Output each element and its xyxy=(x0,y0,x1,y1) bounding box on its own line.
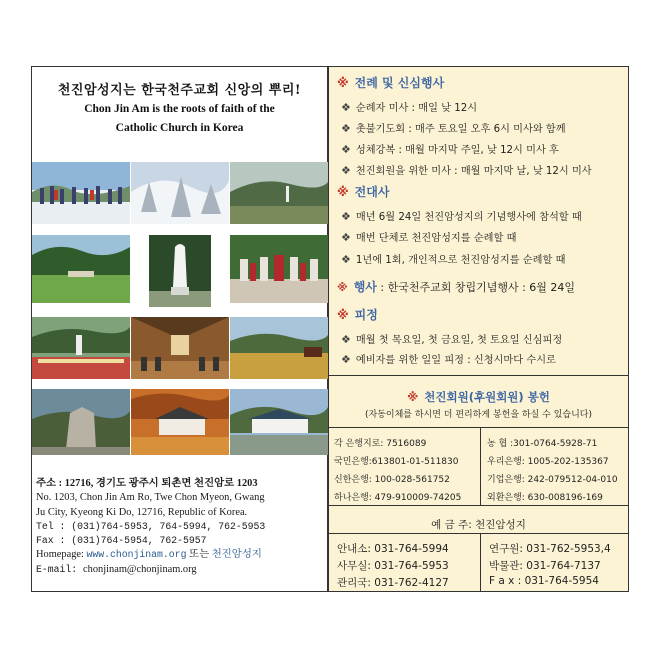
homepage-or: 또는 xyxy=(186,549,212,561)
donation-heading: ※ 천진회원(후원회원) 봉헌 xyxy=(407,390,550,404)
event-label: 행사 xyxy=(353,280,377,294)
title-english-line-2: Catholic Church in Korea xyxy=(115,122,244,134)
phone-entry-left: 안내소: 031-764-5994 xyxy=(337,543,449,555)
diamond-bullet-icon: ❖ xyxy=(341,164,351,177)
divider xyxy=(480,427,481,505)
diamond-bullet-icon: ❖ xyxy=(341,333,351,346)
depositor-line: 예 금 주: 천진암성지 xyxy=(431,519,526,531)
liturgy-item: ❖ 촛불기도회 : 매주 토요일 오후 6시 미사와 함께 xyxy=(341,122,566,135)
event-text: : 한국천주교회 창립기념행사 : 6월 24일 xyxy=(376,281,576,294)
liturgy-item: ❖ 성체강복 : 매월 마지막 주일, 낮 12시 미사 후 xyxy=(341,143,559,156)
marker-icon: ※ xyxy=(337,308,349,322)
bank-account-right: 농 협 :301-0764-5928-71 xyxy=(487,439,598,449)
liturgy-item: ❖ 순례자 미사 : 매일 낮 12시 xyxy=(341,101,478,114)
marker-icon: ※ xyxy=(337,185,349,199)
photo-altar-ceremony xyxy=(230,235,328,303)
photo-hillside-gathering xyxy=(230,162,328,224)
bank-account-left: 각 은행지로: 7516089 xyxy=(334,439,427,449)
indulgence-item: ❖ 매번 단체로 천진암성지를 순례할 때 xyxy=(341,231,517,244)
photo-statue xyxy=(149,235,211,307)
marker-icon: ※ xyxy=(407,390,419,404)
bank-account-left: 국민은행:613801-01-511830 xyxy=(334,457,459,467)
diamond-bullet-icon: ❖ xyxy=(341,143,351,156)
event-line xyxy=(337,278,575,295)
section-heading-liturgy: ※ 전례 및 신심행사 xyxy=(337,76,445,90)
photo-chapel-interior xyxy=(131,317,229,379)
section-heading-indulgence: ※ 전대사 xyxy=(337,185,390,199)
bank-account-right: 외환은행: 630-008196-169 xyxy=(487,493,603,503)
title-english xyxy=(32,100,327,138)
email-line xyxy=(36,563,326,577)
indulgence-item: ❖ 1년에 1회, 개인적으로 천진암성지를 순례할 때 xyxy=(341,253,566,266)
photo-autumn-house xyxy=(131,389,229,455)
retreat-item: ❖ 예비자를 위한 일일 피정 : 신청시마다 수시로 xyxy=(341,353,556,366)
diamond-bullet-icon: ❖ xyxy=(341,210,351,223)
homepage-line xyxy=(36,548,326,562)
homepage-korean-link[interactable]: 천진암성지 xyxy=(211,549,262,561)
photo-outdoor-mass xyxy=(32,317,130,379)
title-korean: 천진암성지는 한국천주교회 신앙의 뿌리! xyxy=(57,83,302,98)
marker-icon: ※ xyxy=(337,281,348,294)
right-panel xyxy=(328,66,629,592)
photo-snowy-trees xyxy=(131,162,229,224)
phone-entry-right: F a x : 031-764-5954 xyxy=(489,575,599,587)
left-panel xyxy=(31,66,328,592)
photo-museum-building xyxy=(230,389,328,455)
donation-subtitle: (자동이체를 하시면 더 편리하게 봉헌을 하실 수 있습니다) xyxy=(364,410,592,420)
email-link[interactable]: chonjinam@chonjinam.org xyxy=(83,563,197,575)
fax-line: Fax : (031)764-5954, 762-5957 xyxy=(36,535,207,547)
photo-lawn-field xyxy=(32,235,130,303)
address-korean: 주소 : 12716, 경기도 광주시 퇴촌면 천진암로 1203 xyxy=(36,478,258,489)
phone-entry-right: 연구원: 031-762-5953,4 xyxy=(489,543,611,555)
diamond-bullet-icon: ❖ xyxy=(341,353,351,366)
email-label: E-mail: xyxy=(36,563,84,575)
photo-stone-tower xyxy=(32,389,130,455)
bank-account-right: 기업은행: 242-079512-04-010 xyxy=(487,475,618,485)
divider xyxy=(329,505,628,506)
diamond-bullet-icon: ❖ xyxy=(341,101,351,114)
telephone-line: Tel : (031)764-5953, 764-5994, 762-5953 xyxy=(36,520,266,532)
bank-account-left: 신한은행: 100-028-561752 xyxy=(334,475,450,485)
phone-entry-left: 사무실: 031-764-5953 xyxy=(337,560,449,572)
address-english-line-2: Ju City, Kyeong Ki Do, 12716, Republic of Korea. xyxy=(36,506,248,518)
section-heading-retreat: ※ 피정 xyxy=(337,308,378,322)
divider xyxy=(480,533,481,592)
diamond-bullet-icon: ❖ xyxy=(341,231,351,244)
homepage-label: Homepage: xyxy=(36,549,87,561)
title-english-line-1: Chon Jin Am is the roots of faith of the xyxy=(84,103,275,115)
homepage-link[interactable]: www.chonjinam.org xyxy=(86,549,187,561)
divider xyxy=(329,375,628,376)
address-block xyxy=(36,477,326,577)
photo-pilgrims-snow xyxy=(32,162,130,224)
marker-icon: ※ xyxy=(337,76,349,90)
bank-account-right: 우리은행: 1005-202-135367 xyxy=(487,457,609,467)
indulgence-item: ❖ 매년 6월 24일 천진암성지의 기념행사에 참석할 때 xyxy=(341,210,582,223)
liturgy-item: ❖ 천진회원을 위한 미사 : 매월 마지막 날, 낮 12시 미사 xyxy=(341,164,592,177)
bank-account-left: 하나은행: 479-910009-74205 xyxy=(334,493,462,503)
address-english-line-1: No. 1203, Chon Jin Am Ro, Twe Chon Myeon, Gwang xyxy=(36,492,265,504)
diamond-bullet-icon: ❖ xyxy=(341,122,351,135)
divider xyxy=(329,533,628,534)
diamond-bullet-icon: ❖ xyxy=(341,253,351,266)
phone-entry-right: 박물관: 031-764-7137 xyxy=(489,560,601,572)
divider xyxy=(329,427,628,428)
photo-golden-field xyxy=(230,317,328,379)
phone-entry-left: 관리국: 031-762-4127 xyxy=(337,577,449,589)
retreat-item: ❖ 매월 첫 목요일, 첫 금요일, 첫 토요일 신심피정 xyxy=(341,333,563,346)
